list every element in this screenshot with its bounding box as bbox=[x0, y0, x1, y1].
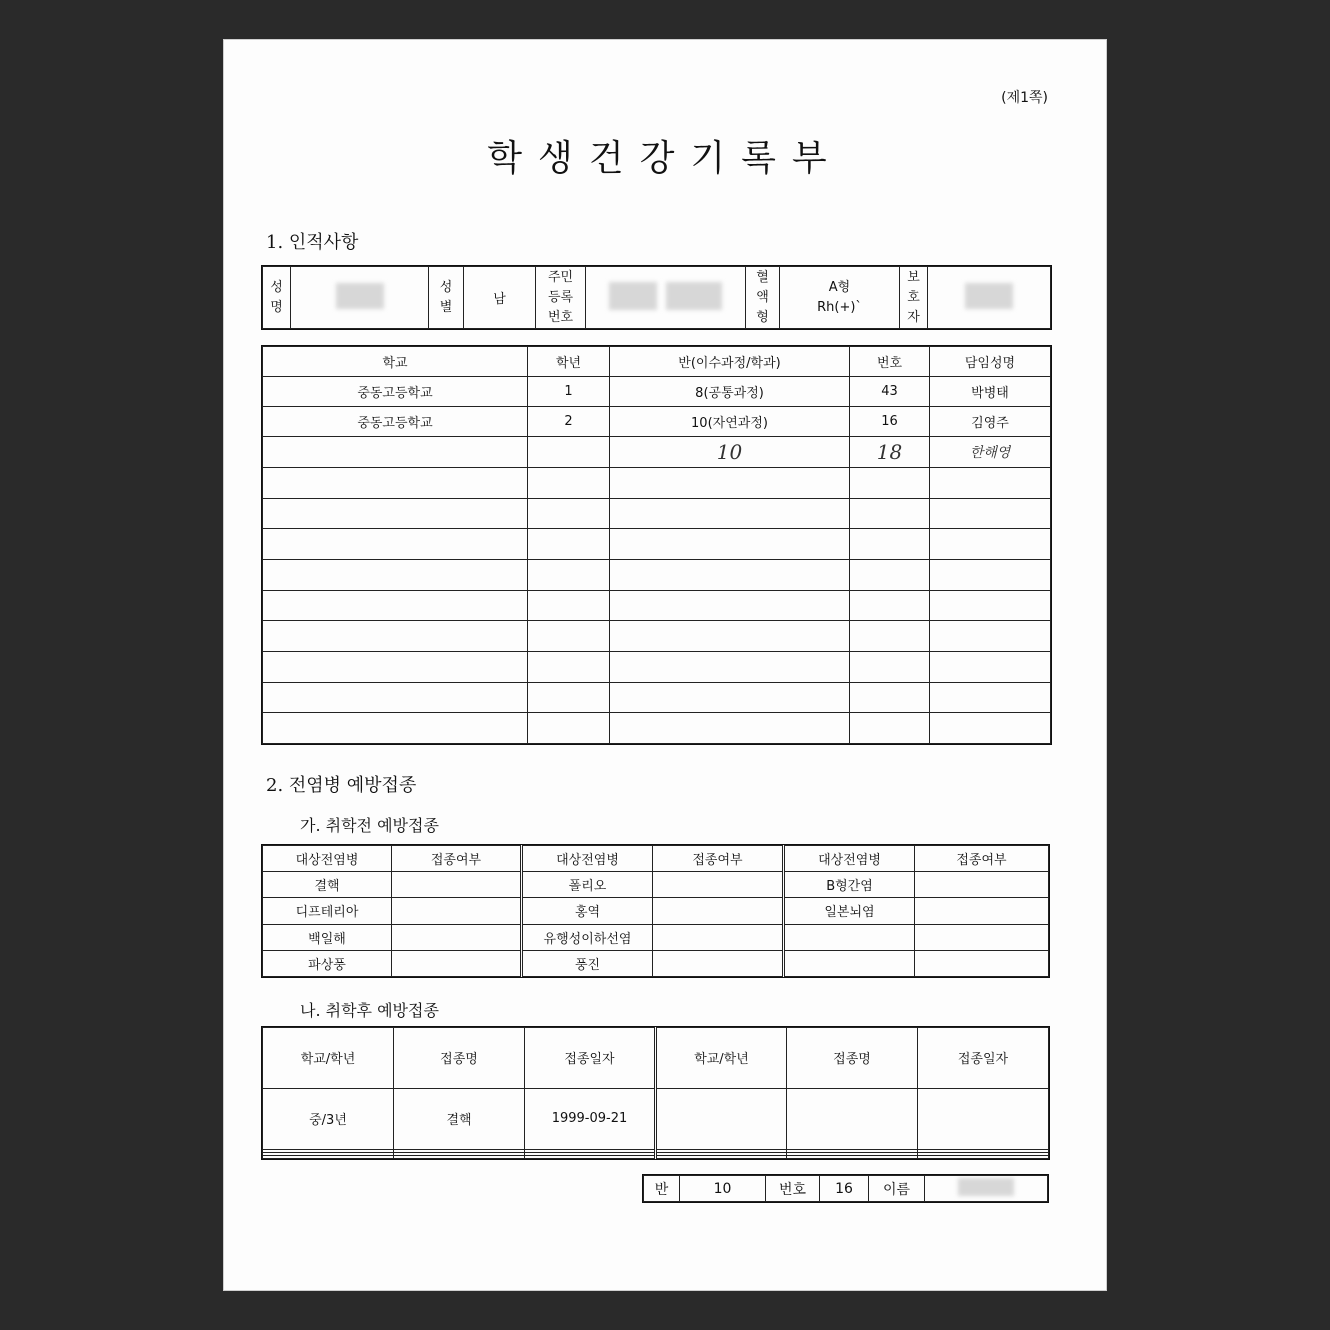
header-school: 학교 bbox=[263, 347, 528, 377]
blood-rh: Rh(+)` bbox=[817, 299, 862, 315]
school-cell: 중동고등학교 bbox=[263, 377, 528, 407]
redacted-name bbox=[336, 283, 384, 309]
vaccinated-cell bbox=[392, 872, 522, 898]
guardian-value bbox=[928, 267, 1051, 329]
number-label: 번호 bbox=[766, 1176, 820, 1202]
sex-label: 성 별 bbox=[429, 267, 464, 329]
number-cell: 43 bbox=[850, 377, 930, 407]
blood-label: 혈 액 형 bbox=[746, 267, 780, 329]
vaccine-date-cell bbox=[918, 1088, 1049, 1149]
disease-cell: 파상풍 bbox=[263, 950, 392, 976]
table-row bbox=[263, 898, 1049, 924]
disease-cell: 결핵 bbox=[263, 872, 392, 898]
disease-cell: 홍역 bbox=[522, 898, 653, 924]
school-grade-cell bbox=[656, 1088, 787, 1149]
teacher-cell: 김영주 bbox=[930, 407, 1051, 437]
class-label: 반 bbox=[644, 1176, 680, 1202]
vaccinated-cell bbox=[915, 898, 1049, 924]
grade-cell: 1 bbox=[528, 377, 610, 407]
section-personal-title: 1. 인적사항 bbox=[266, 232, 359, 253]
name-label: 이름 bbox=[869, 1176, 925, 1202]
handwritten-teacher-cell: 한해영 bbox=[930, 437, 1051, 468]
post-school-title: 나. 취학후 예방접종 bbox=[300, 1001, 439, 1020]
vaccinated-cell bbox=[392, 924, 522, 950]
vaccine-name-cell bbox=[787, 1088, 918, 1149]
page-number: (제1쪽) bbox=[1001, 90, 1048, 106]
post-school-vaccination-table bbox=[262, 1027, 1049, 1159]
header-class: 반(이수과정/학과) bbox=[610, 347, 850, 377]
school-grade-cell: 중/3년 bbox=[263, 1088, 394, 1149]
empty-row bbox=[263, 468, 1051, 499]
vaccinated-cell bbox=[915, 872, 1049, 898]
header-vaccine-date: 접종일자 bbox=[525, 1028, 656, 1089]
handwritten-class-cell: 10 bbox=[610, 437, 850, 468]
vaccinated-cell bbox=[392, 950, 522, 976]
pre-school-title: 가. 취학전 예방접종 bbox=[300, 816, 439, 835]
disease-cell: B형간염 bbox=[784, 872, 915, 898]
empty-row bbox=[263, 682, 1051, 713]
table-row bbox=[263, 924, 1049, 950]
header-number: 번호 bbox=[850, 347, 930, 377]
blood-type: A형 bbox=[828, 279, 851, 295]
redacted-footer-name bbox=[958, 1178, 1014, 1196]
class-history-table bbox=[262, 346, 1051, 744]
number-value: 16 bbox=[820, 1176, 869, 1202]
school-cell: 중동고등학교 bbox=[263, 407, 528, 437]
blood-value bbox=[780, 267, 900, 329]
number-cell: 16 bbox=[850, 407, 930, 437]
document-title: 학생건강기록부 bbox=[487, 138, 843, 179]
class-value: 10 bbox=[680, 1176, 766, 1202]
document-page bbox=[224, 40, 1106, 1290]
vaccinated-cell bbox=[653, 898, 784, 924]
name-value bbox=[925, 1176, 1048, 1202]
personal-info-table bbox=[262, 266, 1051, 329]
vaccinated-cell bbox=[392, 898, 522, 924]
empty-row bbox=[263, 529, 1051, 560]
header-disease: 대상전염병 bbox=[522, 846, 653, 872]
teacher-cell: 박병태 bbox=[930, 377, 1051, 407]
guardian-label: 보 호 자 bbox=[900, 267, 928, 329]
header-teacher: 담임성명 bbox=[930, 347, 1051, 377]
pre-school-vaccination-table bbox=[262, 845, 1049, 977]
disease-cell: 백일해 bbox=[263, 924, 392, 950]
rrn-value bbox=[586, 267, 746, 329]
class-cell: 8(공통과정) bbox=[610, 377, 850, 407]
redacted-guardian bbox=[965, 283, 1013, 309]
table-row bbox=[263, 437, 1051, 468]
header-vaccinated: 접종여부 bbox=[392, 846, 522, 872]
header-school-grade: 학교/학년 bbox=[263, 1028, 394, 1089]
vaccine-date-cell: 1999-09-21 bbox=[525, 1088, 656, 1149]
header-vaccinated: 접종여부 bbox=[653, 846, 784, 872]
empty-row bbox=[263, 1155, 1049, 1158]
grade-cell bbox=[528, 437, 610, 468]
empty-row bbox=[263, 559, 1051, 590]
name-label: 성 명 bbox=[263, 267, 291, 329]
header-vaccine-name: 접종명 bbox=[787, 1028, 918, 1089]
vaccinated-cell bbox=[915, 924, 1049, 950]
header-vaccinated: 접종여부 bbox=[915, 846, 1049, 872]
sex-value: 남 bbox=[464, 267, 536, 329]
empty-row bbox=[263, 713, 1051, 744]
table-row bbox=[263, 377, 1051, 407]
redacted-rrn-2 bbox=[666, 282, 722, 310]
header-vaccine-date: 접종일자 bbox=[918, 1028, 1049, 1089]
disease-cell: 일본뇌염 bbox=[784, 898, 915, 924]
header-grade: 학년 bbox=[528, 347, 610, 377]
table-row bbox=[263, 950, 1049, 976]
school-cell bbox=[263, 437, 528, 468]
disease-cell: 풍진 bbox=[522, 950, 653, 976]
empty-row bbox=[263, 651, 1051, 682]
vaccinated-cell bbox=[653, 872, 784, 898]
vaccinated-cell bbox=[915, 950, 1049, 976]
vaccinated-cell bbox=[653, 950, 784, 976]
handwritten-number-cell: 18 bbox=[850, 437, 930, 468]
header-vaccine-name: 접종명 bbox=[394, 1028, 525, 1089]
section-vaccination-title: 2. 전염병 예방접종 bbox=[266, 775, 417, 796]
disease-cell: 폴리오 bbox=[522, 872, 653, 898]
vaccinated-cell bbox=[653, 924, 784, 950]
name-value bbox=[291, 267, 429, 329]
empty-row bbox=[263, 590, 1051, 621]
vaccine-name-cell: 결핵 bbox=[394, 1088, 525, 1149]
redacted-rrn-1 bbox=[609, 282, 657, 310]
empty-row bbox=[263, 498, 1051, 529]
grade-cell: 2 bbox=[528, 407, 610, 437]
disease-cell bbox=[784, 924, 915, 950]
table-row bbox=[263, 872, 1049, 898]
table-row bbox=[263, 407, 1051, 437]
header-school-grade: 학교/학년 bbox=[656, 1028, 787, 1089]
header-disease: 대상전염병 bbox=[784, 846, 915, 872]
disease-cell bbox=[784, 950, 915, 976]
disease-cell: 디프테리아 bbox=[263, 898, 392, 924]
class-cell: 10(자연과정) bbox=[610, 407, 850, 437]
header-disease: 대상전염병 bbox=[263, 846, 392, 872]
disease-cell: 유행성이하선염 bbox=[522, 924, 653, 950]
table-row bbox=[263, 1088, 1049, 1149]
empty-row bbox=[263, 621, 1051, 652]
student-id-box bbox=[643, 1175, 1048, 1202]
rrn-label: 주민 등록 번호 bbox=[536, 267, 586, 329]
